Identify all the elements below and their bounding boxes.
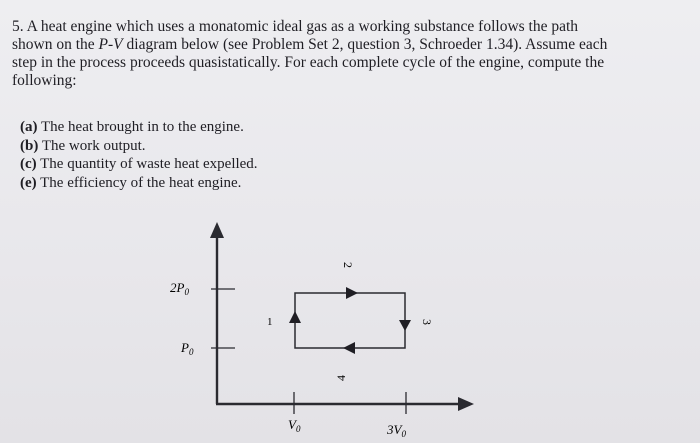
problem-number: 5.: [12, 18, 24, 35]
arrow-step-3-down: [399, 320, 411, 331]
problem-line-4: following:: [12, 72, 77, 89]
part-text: The work output.: [41, 137, 146, 154]
y-label-p0: $P_0$: [181, 340, 194, 357]
x-label-v0: $V_0$: [288, 417, 301, 434]
y-axis-arrowhead: [210, 222, 224, 238]
step-label-1: 1: [267, 316, 273, 328]
part-text: The heat brought in to the engine.: [40, 119, 244, 135]
part-text: The efficiency of the heat engine.: [40, 174, 242, 191]
part-label: (c): [20, 156, 37, 172]
arrow-step-2-right: [346, 287, 358, 299]
problem-line-2-pre: shown on the: [12, 36, 99, 53]
part-label: (a): [20, 119, 38, 135]
x-axis-arrowhead: [458, 397, 474, 411]
problem-line-1: A heat engine which uses a monatomic ideal gas as a working substance follows the path: [26, 18, 579, 35]
problem-line-2-post: diagram below (see Problem Set 2, question 3, Schroeder 1.34). Assume each: [122, 36, 608, 53]
step-label-4: 4: [334, 375, 348, 381]
pv-term: P-V: [98, 36, 123, 53]
arrow-step-4-left: [343, 342, 355, 354]
step-label-2: 2: [341, 262, 355, 268]
cycle-path: [295, 293, 405, 348]
problem-line-3: step in the process proceeds quasistatically. For each complete cycle of the engine, compute the: [12, 54, 605, 71]
part-label: (e): [20, 174, 37, 191]
part-label: (b): [20, 137, 39, 154]
step-label-3: 3: [420, 319, 434, 325]
part-text: The quantity of waste heat expelled.: [40, 156, 258, 172]
y-label-2p0: $2P_0$: [170, 280, 189, 297]
x-label-3v0: $3V_0$: [387, 422, 406, 439]
arrow-step-1-up: [289, 311, 301, 323]
